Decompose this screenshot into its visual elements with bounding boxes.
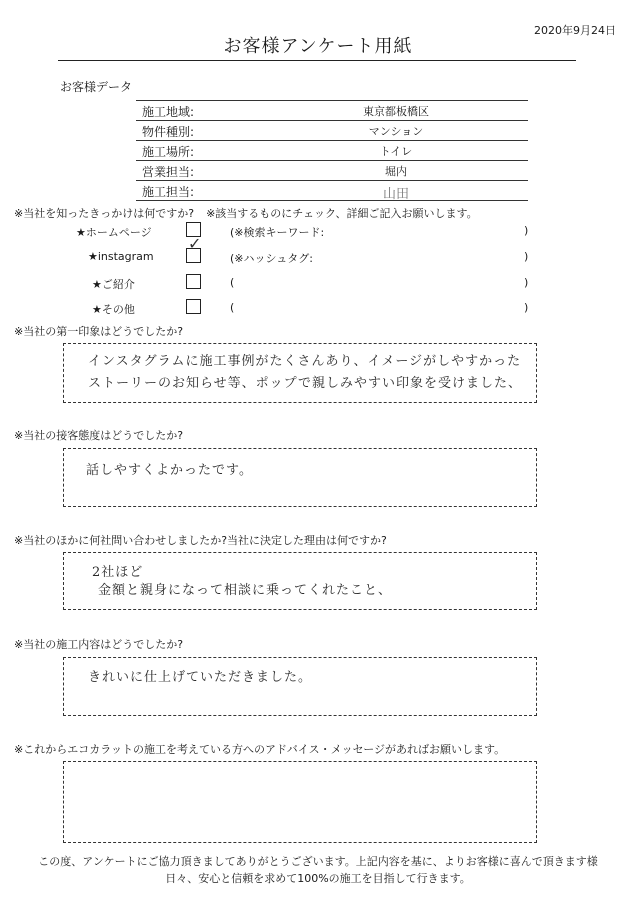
info-row-sales: [136, 161, 528, 181]
question-1-note: ※該当するものにチェック、詳細ご記入お願いします。: [206, 207, 478, 220]
answer-4-box[interactable]: [63, 552, 537, 610]
survey-date: 2020年9月24日: [534, 24, 616, 37]
checkmark-icon: ✓: [188, 234, 202, 253]
answer-4-line-2: 金額と親身になって相談に乗ってくれたこと、: [98, 583, 393, 598]
page-title: お客様アンケート用紙: [223, 36, 413, 57]
option-homepage-detail: (※検索キーワード:: [230, 226, 325, 239]
footer-message: [0, 853, 636, 887]
footer-line-1: この度、アンケートにご協力頂きましてありがとうございます。上記内容を基に、よりお客様に喜んで頂きます様: [38, 855, 598, 868]
info-row-area: [136, 100, 528, 121]
question-4: ※当社のほかに何社問い合わせしましたか?当社に決定した理由は何ですか?: [14, 534, 387, 547]
answer-4-line-1: 2社ほど: [92, 565, 144, 580]
option-instagram-detail: (※ハッシュタグ:: [230, 252, 313, 265]
info-value: 東京都板橋区: [363, 105, 429, 118]
info-row-property: [136, 121, 528, 141]
option-homepage-label: ★ホームページ: [76, 226, 152, 239]
info-row-installer: [136, 181, 528, 201]
answer-3-box[interactable]: [63, 448, 537, 507]
info-label: 施工地域:: [142, 105, 195, 119]
title-underline: [58, 60, 576, 61]
answer-2-line-1: インスタグラムに施工事例がたくさんあり、イメージがしやすかった: [88, 354, 522, 369]
answer-6-box[interactable]: [63, 761, 537, 843]
footer-line-2: 日々、安心と信頼を求めて100%の施工を目指して行きます。: [165, 872, 471, 885]
customer-info-table: [136, 100, 528, 201]
info-label: 施工担当:: [142, 185, 195, 199]
info-value: 堀内: [385, 165, 407, 178]
option-instagram-close: ): [524, 250, 529, 263]
option-other-label: ★その他: [92, 303, 135, 316]
answer-2-line-2: ストーリーのお知らせ等、ポップで親しみやすい印象を受けました、: [88, 376, 523, 391]
option-other-checkbox[interactable]: [186, 299, 201, 314]
option-other-close: ): [524, 301, 529, 314]
answer-5-box[interactable]: [63, 657, 537, 716]
info-label: 営業担当:: [142, 165, 195, 179]
option-referral-label: ★ご紹介: [92, 278, 135, 291]
option-referral-detail: (: [230, 276, 235, 289]
question-6: ※これからエコカラットの施工を考えている方へのアドバイス・メッセージがあればお願いします。: [14, 743, 506, 756]
option-referral-close: ): [524, 276, 529, 289]
question-1: [14, 205, 478, 221]
option-other-detail: (: [230, 301, 235, 314]
info-label: 物件種別:: [142, 125, 195, 139]
answer-2-box[interactable]: [63, 343, 537, 403]
answer-5-line-1: きれいに仕上げていただきました。: [88, 670, 313, 685]
option-homepage-close: ): [524, 224, 529, 237]
info-value: トイレ: [379, 145, 413, 158]
option-instagram-label: ★instagram: [88, 250, 154, 263]
customer-data-heading: お客様データ: [60, 80, 133, 94]
question-3: ※当社の接客態度はどうでしたか?: [14, 429, 184, 442]
info-label: 施工場所:: [142, 145, 195, 159]
info-value: 山田: [382, 187, 409, 202]
info-value: マンション: [368, 125, 424, 138]
option-referral-checkbox[interactable]: [186, 274, 201, 289]
question-2: ※当社の第一印象はどうでしたか?: [14, 325, 184, 338]
question-5: ※当社の施工内容はどうでしたか?: [14, 638, 184, 651]
info-row-location: [136, 141, 528, 161]
question-1-text: ※当社を知ったきっかけは何ですか?: [14, 207, 195, 220]
answer-3-line-1: 話しやすくよかったです。: [86, 463, 253, 478]
